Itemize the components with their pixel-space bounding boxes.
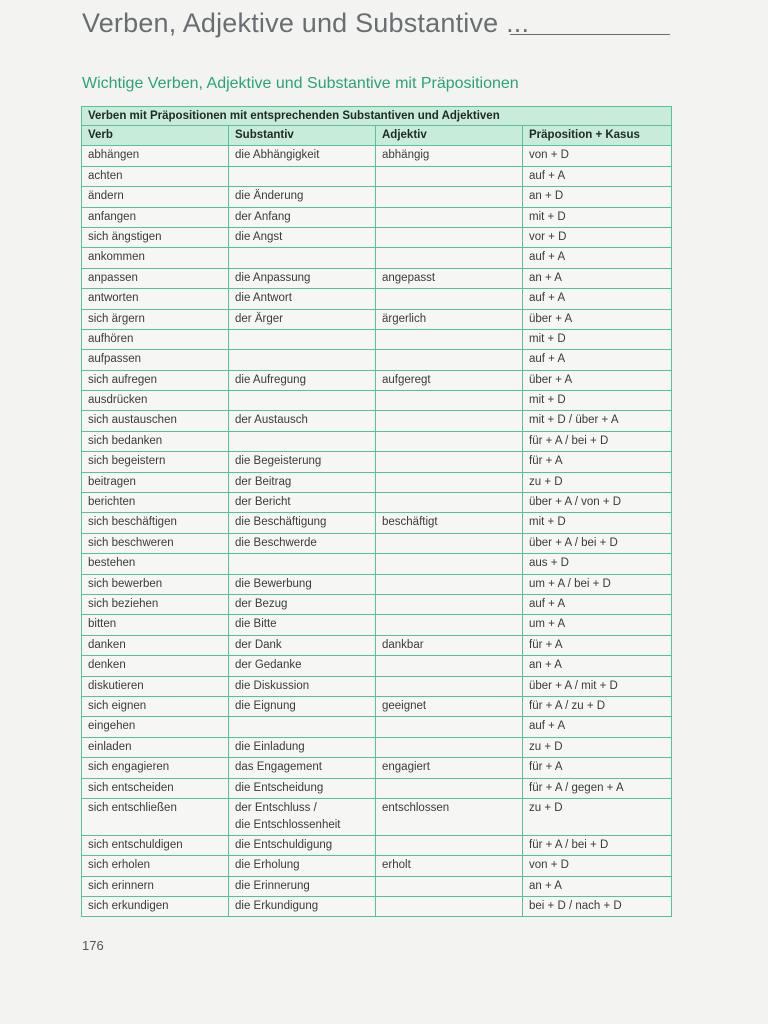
preposition-case-cell: bei + D / nach + D [523,897,672,917]
verb-cell: diskutieren [82,676,229,696]
verb-cell: sich erkundigen [82,897,229,917]
preposition-case-cell: auf + A [523,289,672,309]
verb-cell: sich beschäftigen [82,513,229,533]
preposition-case-cell: auf + A [523,166,672,186]
table-row [82,227,672,247]
table-row [82,635,672,655]
noun-cell: die Beschäftigung [229,513,376,533]
verb-cell: eingehen [82,717,229,737]
table-row [82,594,672,614]
preposition-case-cell: um + A [523,615,672,635]
adjective-cell [376,187,523,207]
preposition-case-cell: an + A [523,268,672,288]
table-row [82,835,672,855]
table-row [82,166,672,186]
verb-cell: abhängen [82,146,229,166]
table-row [82,798,672,835]
adjective-cell: engagiert [376,758,523,778]
adjective-cell: erholt [376,856,523,876]
adjective-cell [376,289,523,309]
adjective-cell [376,431,523,451]
adjective-cell [376,876,523,896]
noun-cell: der Bericht [229,493,376,513]
page-number: 176 [82,938,104,953]
verb-cell: aufhören [82,329,229,349]
preposition-case-cell: mit + D / über + A [523,411,672,431]
table-row [82,370,672,390]
verb-cell: bitten [82,615,229,635]
noun-cell: die Aufregung [229,370,376,390]
verb-cell: danken [82,635,229,655]
adjective-cell: geeignet [376,696,523,716]
preposition-case-cell: über + A / von + D [523,493,672,513]
noun-cell [229,554,376,574]
preposition-case-cell: für + A / zu + D [523,696,672,716]
adjective-cell [376,615,523,635]
noun-cell: der Beitrag [229,472,376,492]
noun-cell: der Entschluss / die Entschlossenheit [229,798,376,835]
noun-cell: die Anpassung [229,268,376,288]
adjective-cell: abhängig [376,146,523,166]
preposition-case-cell: von + D [523,146,672,166]
adjective-cell [376,656,523,676]
noun-cell: die Bewerbung [229,574,376,594]
table-row [82,856,672,876]
preposition-case-cell: für + A [523,758,672,778]
noun-cell: die Antwort [229,289,376,309]
noun-cell: die Erholung [229,856,376,876]
noun-cell [229,391,376,411]
table-row [82,289,672,309]
table-row [82,248,672,268]
column-header-noun: Substantiv [229,126,376,146]
table-row [82,696,672,716]
preposition-case-cell: vor + D [523,227,672,247]
verb-cell: sich entschließen [82,798,229,835]
noun-cell: der Anfang [229,207,376,227]
noun-cell [229,350,376,370]
table-row [82,533,672,553]
title-rule [510,34,670,35]
preposition-case-cell: mit + D [523,513,672,533]
noun-cell [229,248,376,268]
preposition-case-cell: an + A [523,876,672,896]
verb-cell: sich entschuldigen [82,835,229,855]
table-row [82,207,672,227]
preposition-case-cell: zu + D [523,798,672,835]
preposition-case-cell: zu + D [523,472,672,492]
preposition-case-cell: auf + A [523,594,672,614]
verb-cell: sich aufregen [82,370,229,390]
adjective-cell: aufgeregt [376,370,523,390]
verb-cell: aufpassen [82,350,229,370]
table-row [82,897,672,917]
adjective-cell [376,554,523,574]
adjective-cell [376,778,523,798]
noun-cell: die Beschwerde [229,533,376,553]
noun-cell: der Gedanke [229,656,376,676]
table-row [82,615,672,635]
section-heading: Wichtige Verben, Adjektive und Substantive mit Präpositionen [82,75,519,92]
table-row [82,493,672,513]
column-header-adjective: Adjektiv [376,126,523,146]
adjective-cell [376,452,523,472]
verb-cell: sich entscheiden [82,778,229,798]
verb-cell: ankommen [82,248,229,268]
preposition-case-cell: auf + A [523,717,672,737]
verb-cell: antworten [82,289,229,309]
preposition-case-cell: für + A / gegen + A [523,778,672,798]
adjective-cell: entschlossen [376,798,523,835]
preposition-case-cell: für + A [523,635,672,655]
verb-cell: sich bedanken [82,431,229,451]
preposition-case-cell: über + A / bei + D [523,533,672,553]
adjective-cell [376,207,523,227]
adjective-cell [376,350,523,370]
noun-cell: die Einladung [229,737,376,757]
page-title: Verben, Adjektive und Substantive ... [82,8,530,38]
adjective-cell [376,248,523,268]
verb-cell: sich engagieren [82,758,229,778]
preposition-table [81,106,672,917]
noun-cell: die Entscheidung [229,778,376,798]
verb-cell: sich erholen [82,856,229,876]
column-header-verb: Verb [82,126,229,146]
table-row [82,758,672,778]
adjective-cell [376,676,523,696]
verb-cell: sich ärgern [82,309,229,329]
noun-cell: die Abhängigkeit [229,146,376,166]
preposition-case-cell: mit + D [523,207,672,227]
preposition-case-cell: mit + D [523,391,672,411]
verb-cell: ändern [82,187,229,207]
adjective-cell [376,411,523,431]
table-row [82,717,672,737]
verb-cell: sich beschweren [82,533,229,553]
noun-cell: der Dank [229,635,376,655]
table-row [82,554,672,574]
table-row [82,737,672,757]
verb-cell: anpassen [82,268,229,288]
adjective-cell: dankbar [376,635,523,655]
table-caption: Verben mit Präpositionen mit entsprechenden Substantiven und Adjektiven [82,107,672,126]
table-body [82,146,672,917]
table-row [82,350,672,370]
verb-cell: ausdrücken [82,391,229,411]
adjective-cell [376,533,523,553]
table-row [82,513,672,533]
noun-cell [229,329,376,349]
preposition-case-cell: auf + A [523,350,672,370]
preposition-case-cell: für + A / bei + D [523,431,672,451]
table-row [82,309,672,329]
table-row [82,574,672,594]
preposition-case-cell: mit + D [523,329,672,349]
table-row [82,268,672,288]
adjective-cell [376,227,523,247]
preposition-case-cell: zu + D [523,737,672,757]
table-row [82,329,672,349]
adjective-cell [376,717,523,737]
preposition-case-cell: für + A [523,452,672,472]
noun-cell [229,717,376,737]
noun-cell: das Engagement [229,758,376,778]
preposition-case-cell: an + A [523,656,672,676]
table-row [82,187,672,207]
preposition-case-cell: an + D [523,187,672,207]
table-row [82,472,672,492]
adjective-cell [376,594,523,614]
noun-cell: die Änderung [229,187,376,207]
adjective-cell [376,472,523,492]
noun-cell: die Begeisterung [229,452,376,472]
verb-cell: achten [82,166,229,186]
adjective-cell [376,737,523,757]
adjective-cell: beschäftigt [376,513,523,533]
preposition-case-cell: über + A [523,370,672,390]
verb-cell: sich austauschen [82,411,229,431]
verb-cell: einladen [82,737,229,757]
noun-cell: die Eignung [229,696,376,716]
verb-cell: denken [82,656,229,676]
adjective-cell [376,166,523,186]
noun-cell: die Bitte [229,615,376,635]
noun-cell: die Erinnerung [229,876,376,896]
noun-cell: der Austausch [229,411,376,431]
adjective-cell [376,493,523,513]
verb-cell: beitragen [82,472,229,492]
preposition-case-cell: von + D [523,856,672,876]
verb-cell: sich ängstigen [82,227,229,247]
table-row [82,391,672,411]
table-row [82,876,672,896]
preposition-case-cell: auf + A [523,248,672,268]
preposition-case-cell: über + A / mit + D [523,676,672,696]
adjective-cell [376,329,523,349]
noun-cell: die Entschuldigung [229,835,376,855]
verb-cell: sich eignen [82,696,229,716]
column-header-preposition-case: Präposition + Kasus [523,126,672,146]
noun-cell [229,431,376,451]
verb-cell: sich erinnern [82,876,229,896]
table-row [82,411,672,431]
noun-cell: der Bezug [229,594,376,614]
noun-cell: die Erkundigung [229,897,376,917]
noun-cell: die Angst [229,227,376,247]
preposition-case-cell: über + A [523,309,672,329]
adjective-cell: ärgerlich [376,309,523,329]
table-row [82,431,672,451]
verb-cell: berichten [82,493,229,513]
table-row [82,778,672,798]
noun-cell [229,166,376,186]
preposition-case-cell: um + A / bei + D [523,574,672,594]
adjective-cell: angepasst [376,268,523,288]
verb-cell: bestehen [82,554,229,574]
preposition-case-cell: für + A / bei + D [523,835,672,855]
verb-cell: sich beziehen [82,594,229,614]
table-row [82,146,672,166]
noun-cell: der Ärger [229,309,376,329]
preposition-case-cell: aus + D [523,554,672,574]
verb-cell: anfangen [82,207,229,227]
table-row [82,676,672,696]
table-row [82,656,672,676]
table-row [82,452,672,472]
noun-cell: die Diskussion [229,676,376,696]
verb-cell: sich bewerben [82,574,229,594]
adjective-cell [376,574,523,594]
adjective-cell [376,835,523,855]
adjective-cell [376,391,523,411]
verb-cell: sich begeistern [82,452,229,472]
adjective-cell [376,897,523,917]
